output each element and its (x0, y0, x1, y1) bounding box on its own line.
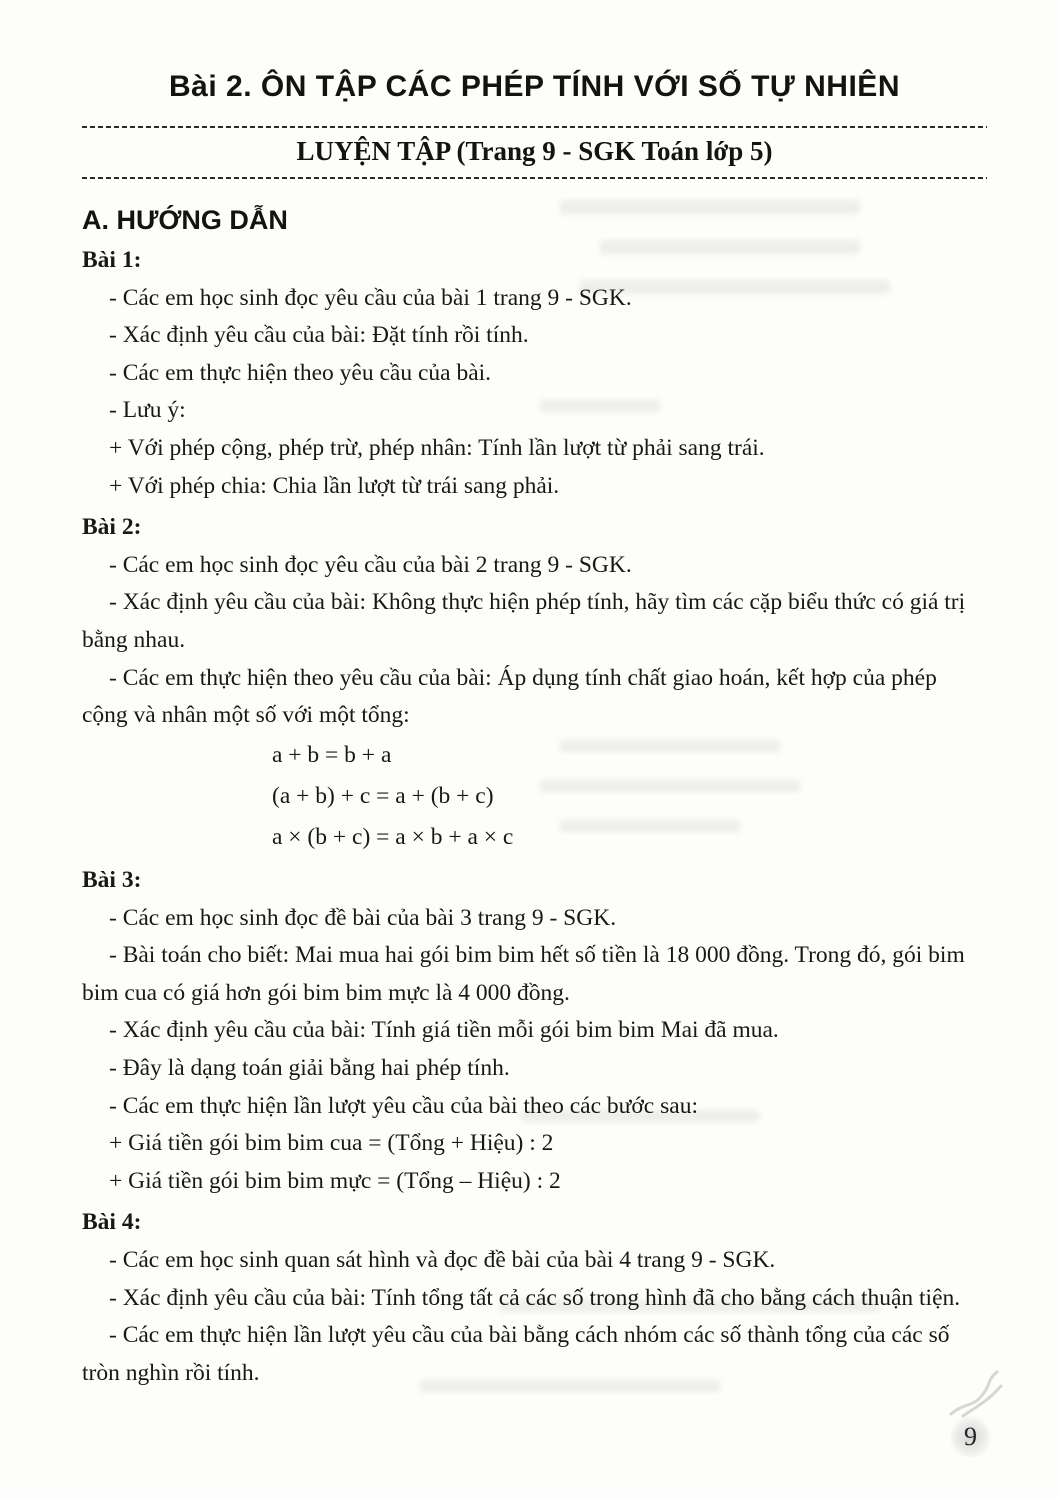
content-blocks (82, 242, 987, 1392)
instruction-line: - Các em học sinh đọc yêu cầu của bài 2 trang 9 - SGK. (109, 551, 632, 578)
formula-line: a × (b + c) = a × b + a × c (272, 823, 514, 850)
instruction-line: + Giá tiền gói bim bim cua = (Tổng + Hiệu) : 2 (109, 1130, 554, 1157)
instruction-line: - Các em học sinh đọc đề bài của bài 3 trang 9 - SGK. (109, 904, 617, 931)
instruction-line: - Các em học sinh đọc yêu cầu của bài 1 trang 9 - SGK. (109, 284, 632, 311)
instruction-line: - Xác định yêu cầu của bài: Tính tổng tất cả các số trong hình đã cho bằng cách thuận tiện. (109, 1284, 961, 1311)
instruction-line: - Các em thực hiện lần lượt yêu cầu của bài bằng cách nhóm các số thành tổng của các số tròn nghìn rồi tính. (82, 1322, 950, 1386)
dashed-divider-bottom (82, 177, 987, 179)
instruction-line: + Giá tiền gói bim bim mực = (Tổng – Hiệu) : 2 (109, 1167, 561, 1194)
page-number: 9 (950, 1416, 991, 1458)
instruction-line: + Với phép cộng, phép trừ, phép nhân: Tính lần lượt từ phải sang trái. (109, 434, 765, 461)
exercise-label: Bài 2: (82, 514, 142, 541)
instruction-line: - Bài toán cho biết: Mai mua hai gói bim bim hết số tiền là 18 000 đồng. Trong đó, gói bim bim cua có giá hơn gói bim bim mực là 4 000 đồng. (82, 942, 965, 1006)
formula-line: a + b = b + a (272, 741, 392, 768)
instruction-line: - Các em thực hiện theo yêu cầu của bài: Áp dụng tính chất giao hoán, kết hợp của phép cộng và nhân một số với một tổng: (82, 664, 937, 729)
instruction-line: - Đây là dạng toán giải bằng hai phép tính. (109, 1055, 510, 1082)
dashed-divider-top (82, 126, 987, 128)
instruction-line: - Xác định yêu cầu của bài: Tính giá tiền mỗi gói bim bim Mai đã mua. (109, 1017, 779, 1044)
lesson-subtitle: LUYỆN TẬP (Trang 9 - SGK Toán lớp 5) (296, 136, 773, 166)
lesson-title: Bài 2. ÔN TẬP CÁC PHÉP TÍNH VỚI SỐ TỰ NHIÊN (169, 70, 900, 103)
instruction-line: - Xác định yêu cầu của bài: Không thực hiện phép tính, hãy tìm các cặp biểu thức có giá trị bằng nhau. (82, 589, 966, 653)
instruction-line: - Các em học sinh quan sát hình và đọc đề bài của bài 4 trang 9 - SGK. (109, 1247, 776, 1274)
instruction-line: - Xác định yêu cầu của bài: Đặt tính rồi tính. (109, 322, 529, 349)
instruction-line: + Với phép chia: Chia lần lượt từ trái sang phải. (109, 472, 560, 499)
exercise-label: Bài 4: (82, 1209, 142, 1236)
section-heading: A. HƯỚNG DẪN (82, 205, 288, 235)
instruction-line: - Lưu ý: (109, 397, 186, 424)
instruction-line: - Các em thực hiện theo yêu cầu của bài. (109, 359, 492, 386)
exercise-label: Bài 3: (82, 867, 142, 894)
instruction-line: - Các em thực hiện lần lượt yêu cầu của bài theo các bước sau: (109, 1092, 698, 1119)
exercise-label: Bài 1: (82, 247, 142, 273)
formula-line: (a + b) + c = a + (b + c) (272, 782, 494, 809)
